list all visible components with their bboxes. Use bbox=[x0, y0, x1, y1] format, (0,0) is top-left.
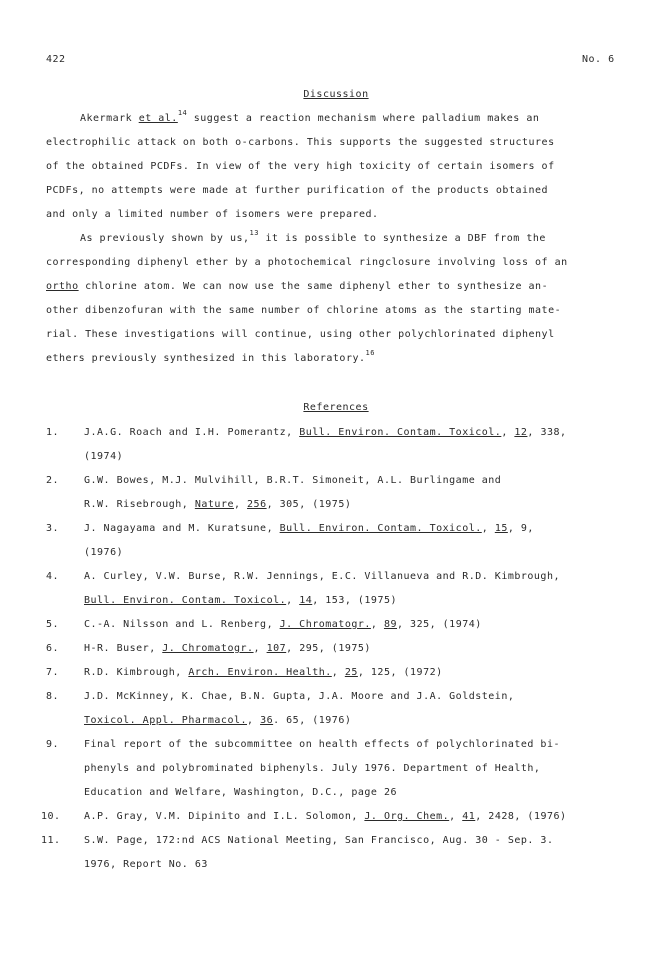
reference-text: R.D. Kimbrough, Arch. Environ. Health., 25, 125, (1972) bbox=[84, 667, 443, 678]
reference-number: 9. bbox=[46, 739, 60, 750]
reference-text: J. Nagayama and M. Kuratsune, Bull. Environ. Contam. Toxicol., 15, 9, bbox=[84, 523, 534, 534]
references-heading: References bbox=[303, 402, 369, 413]
reference-number: 2. bbox=[46, 475, 60, 486]
reference-text: Toxicol. Appl. Pharmacol., 36. 65, (1976) bbox=[84, 715, 352, 726]
text-line: As previously shown by us,$^{13}$ it is possible to synthesize a DBF from the bbox=[80, 229, 546, 244]
text-line: corresponding diphenyl ether by a photochemical ringclosure involving loss of an bbox=[46, 257, 568, 268]
reference-number: 4. bbox=[46, 571, 60, 582]
reference-text: Final report of the subcommittee on health effects of polychlorinated bi- bbox=[84, 739, 560, 750]
reference-text: S.W. Page, 172:nd ACS National Meeting, San Francisco, Aug. 30 - Sep. 3. bbox=[84, 835, 554, 846]
reference-text: Bull. Environ. Contam. Toxicol., 14, 153, (1975) bbox=[84, 595, 398, 606]
citation-superscript: 14 bbox=[177, 109, 188, 117]
reference-text: G.W. Bowes, M.J. Mulvihill, B.R.T. Simoneit, A.L. Burlingame and bbox=[84, 475, 502, 486]
reference-text: Education and Welfare, Washington, D.C., page 26 bbox=[84, 787, 397, 798]
reference-number: 6. bbox=[46, 643, 60, 654]
reference-text: C.-A. Nilsson and L. Renberg, J. Chromatogr., 89, 325, (1974) bbox=[84, 619, 482, 630]
issue-number: No. 6 bbox=[582, 54, 615, 65]
text-line: Akermark et al.$^{14}$ suggest a reaction mechanism where palladium makes an bbox=[80, 109, 540, 124]
reference-text: R.W. Risebrough, Nature, 256, 305, (1975) bbox=[84, 499, 352, 510]
reference-number: 8. bbox=[46, 691, 60, 702]
reference-text: 1976, Report No. 63 bbox=[84, 859, 208, 870]
reference-text: J.A.G. Roach and I.H. Pomerantz, Bull. Environ. Contam. Toxicol., 12, 338, bbox=[84, 427, 567, 438]
text-line: ortho chlorine atom. We can now use the same diphenyl ether to synthesize an- bbox=[46, 281, 549, 292]
reference-text: J.D. McKinney, K. Chae, B.N. Gupta, J.A. Moore and J.A. Goldstein, bbox=[84, 691, 515, 702]
discussion-heading: Discussion bbox=[303, 89, 369, 100]
reference-number: 7. bbox=[46, 667, 60, 678]
text-line: electrophilic attack on both o-carbons. This supports the suggested structures bbox=[46, 137, 555, 148]
reference-number: 1. bbox=[46, 427, 60, 438]
text-line: other dibenzofuran with the same number of chlorine atoms as the starting mate- bbox=[46, 305, 562, 316]
reference-text: phenyls and polybrominated biphenyls. July 1976. Department of Health, bbox=[84, 763, 541, 774]
text-line: ethers previously synthesized in this laboratory.$^{16}$ bbox=[46, 349, 375, 364]
text-line: PCDFs, no attempts were made at further purification of the products obtained bbox=[46, 185, 549, 196]
text-line: of the obtained PCDFs. In view of the very high toxicity of certain isomers of bbox=[46, 161, 555, 172]
reference-number: 3. bbox=[46, 523, 60, 534]
reference-text: (1976) bbox=[84, 547, 124, 558]
citation-superscript: 16 bbox=[365, 349, 375, 357]
text-line: and only a limited number of isomers were prepared. bbox=[46, 209, 379, 220]
reference-number: 5. bbox=[46, 619, 60, 630]
reference-text: A.P. Gray, V.M. Dipinito and I.L. Solomon, J. Org. Chem., 41, 2428, (1976) bbox=[84, 811, 567, 822]
reference-number: 11. bbox=[41, 835, 61, 846]
page-number: 422 bbox=[46, 54, 66, 65]
reference-text: H-R. Buser, J. Chromatogr., 107, 295, (1975) bbox=[84, 643, 371, 654]
reference-number: 10. bbox=[41, 811, 61, 822]
citation-superscript: 13 bbox=[249, 229, 259, 237]
reference-text: A. Curley, V.W. Burse, R.W. Jennings, E.C. Villanueva and R.D. Kimbrough, bbox=[84, 571, 560, 582]
reference-text: (1974) bbox=[84, 451, 124, 462]
text-line: rial. These investigations will continue, using other polychlorinated diphenyl bbox=[46, 329, 555, 340]
